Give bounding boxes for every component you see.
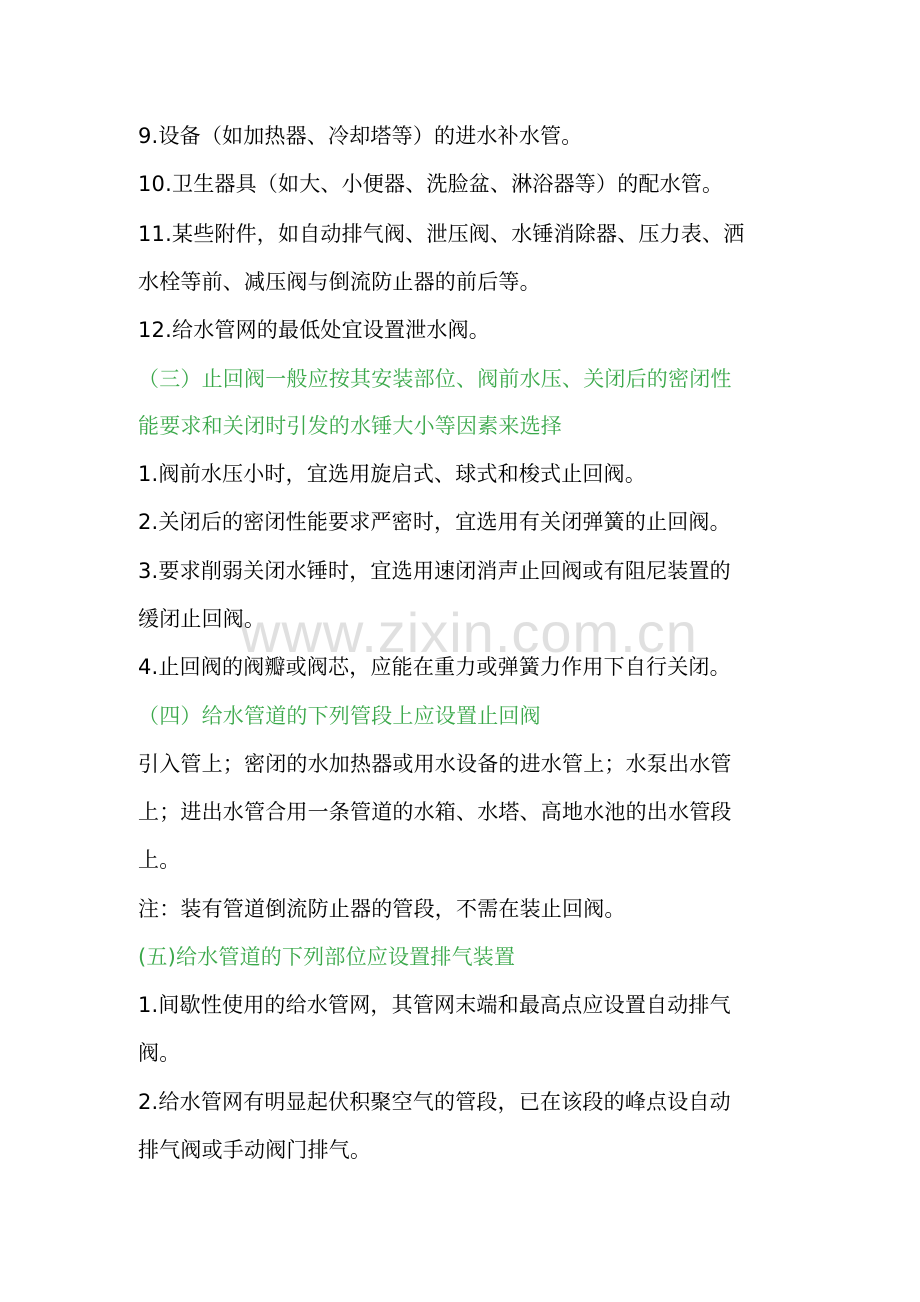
text-line: 11.某些附件，如自动排气阀、泄压阀、水锤消除器、压力表、洒: [138, 222, 745, 246]
text-line: 水栓等前、减压阀与倒流防止器的前后等。: [138, 270, 541, 294]
section-heading: 能要求和关闭时引发的水锤大小等因素来选择: [138, 414, 562, 438]
text-line: 引入管上；密闭的水加热器或用水设备的进水管上；水泵出水管: [138, 752, 732, 776]
text-line: 排气阀或手动阀门排气。: [138, 1138, 372, 1162]
section-heading: （四）给水管道的下列管段上应设置止回阀: [138, 704, 541, 728]
text-line: 10.卫生器具（如大、小便器、洗脸盆、淋浴器等）的配水管。: [138, 172, 724, 196]
section-heading: （三）止回阀一般应按其安装部位、阀前水压、关闭后的密闭性: [138, 367, 732, 391]
text-line: 上。: [138, 848, 181, 872]
text-line: 9.设备（如加热器、冷却塔等）的进水补水管。: [138, 124, 583, 148]
text-line: 阀。: [138, 1041, 181, 1065]
text-line: 4.止回阀的阀瓣或阀芯，应能在重力或弹簧力作用下自行关闭。: [138, 655, 731, 679]
note-line: 注：装有管道倒流防止器的管段，不需在装止回阀。: [138, 897, 626, 921]
text-line: 上；进出水管合用一条管道的水箱、水塔、高地水池的出水管段: [138, 800, 732, 824]
section-heading: (五)给水管道的下列部位应设置排气装置: [138, 945, 516, 969]
watermark: www.zixin.com.cn: [240, 601, 698, 664]
text-line: 2.给水管网有明显起伏积聚空气的管段，已在该段的峰点设自动: [138, 1090, 731, 1114]
text-line: 1.间歇性使用的给水管网，其管网末端和最高点应设置自动排气: [138, 993, 731, 1017]
text-line: 3.要求削弱关闭水锤时，宜选用速闭消声止回阀或有阻尼装置的: [138, 559, 731, 583]
text-line: 1.阀前水压小时，宜选用旋启式、球式和梭式止回阀。: [138, 462, 647, 486]
text-line: 缓闭止回阀。: [138, 607, 266, 631]
text-line: 2.关闭后的密闭性能要求严密时，宜选用有关闭弹簧的止回阀。: [138, 510, 731, 534]
text-line: 12.给水管网的最低处宜设置泄水阀。: [138, 318, 490, 342]
